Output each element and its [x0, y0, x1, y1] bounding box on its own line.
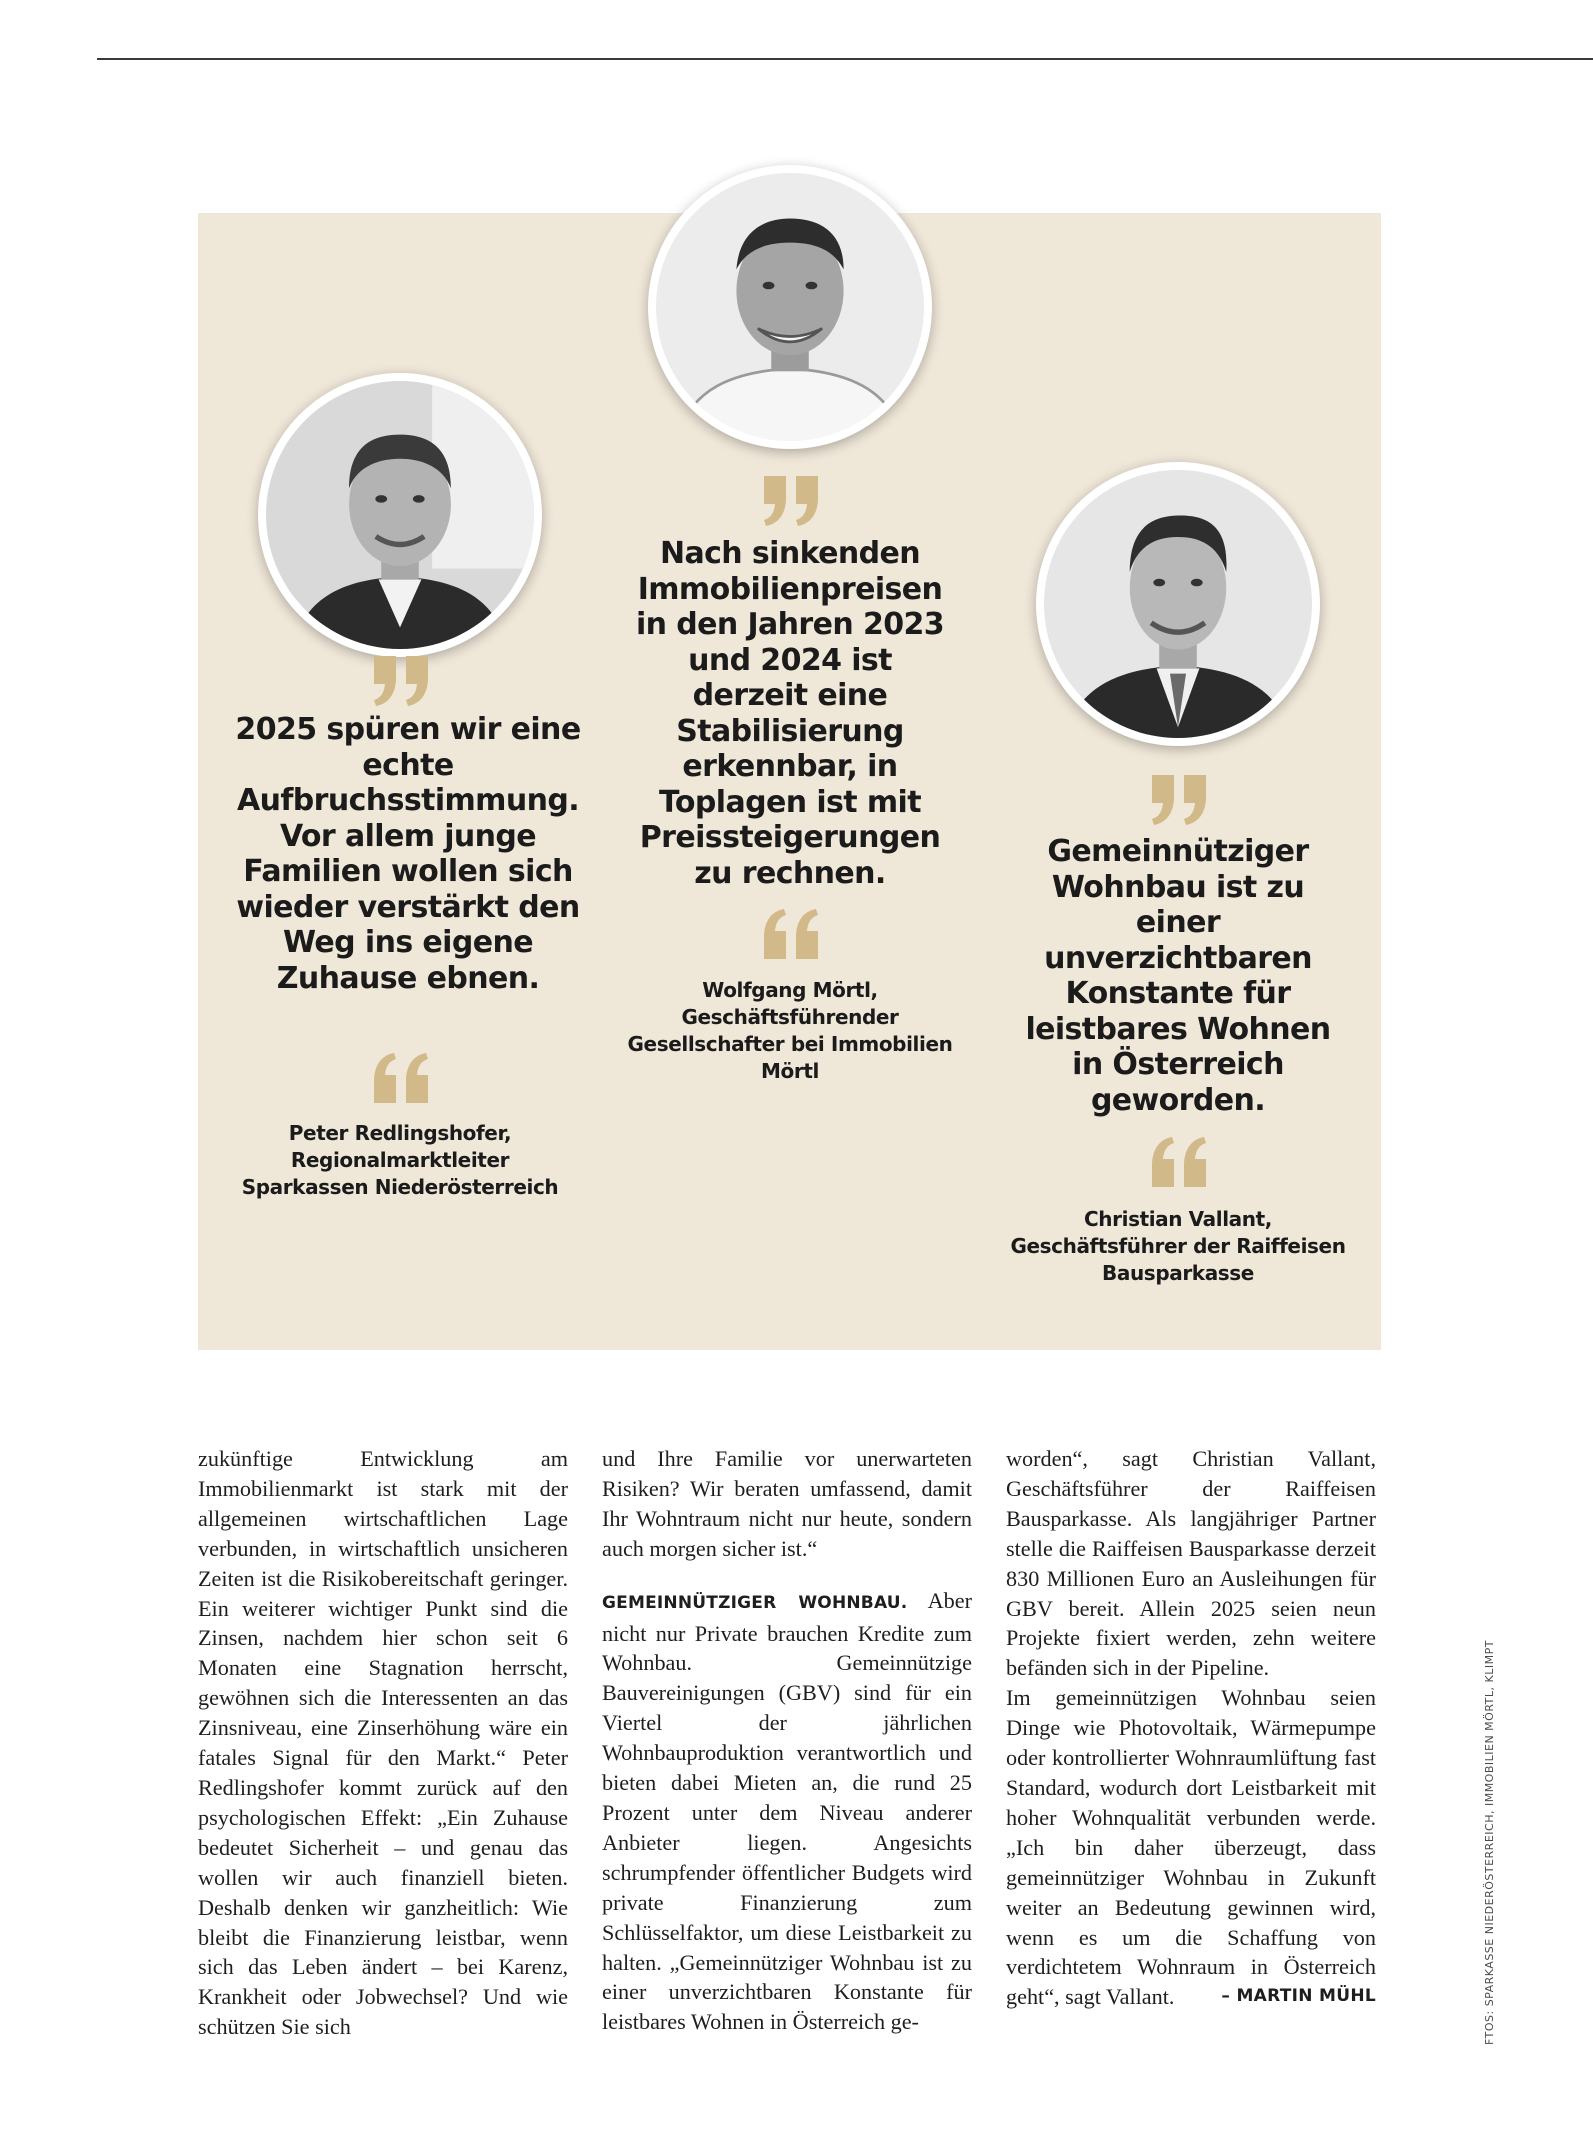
portrait-moertl	[648, 165, 932, 449]
article-paragraph: worden“, sagt Christian Vallant, Geschäftsführer der Raiffeisen Bausparkasse. Als langjähriger Partner stelle die Raiffeisen Bausparkasse derzeit 830 Millionen Euro an Ausleihungen für GBV bereit. Allein 2025 seien neun Projekte fixiert werden, zehn weitere befänden sich in der Pipeline.	[1006, 1446, 1376, 1681]
attribution-name: Peter Redlingshofer,	[288, 1121, 512, 1145]
attribution-role: Geschäftsführender	[681, 1005, 899, 1029]
portrait-redlingshofer-image	[266, 381, 534, 649]
quote-text-vallant: Gemeinnütziger Wohnbau ist zu einer unverzichtbaren Konstante für leistbares Wohnen in Österreich geworden.	[1025, 834, 1331, 1118]
author-byline: – MARTIN MÜHL	[1221, 1986, 1376, 2007]
attribution-role: Bausparkasse	[1102, 1261, 1254, 1285]
opening-quote-icon	[1118, 1135, 1238, 1191]
closing-quote-icon	[340, 652, 460, 708]
attribution-vallant	[1008, 1206, 1348, 1287]
attribution-role: Regionalmarktleiter	[290, 1148, 510, 1172]
article-paragraph: zukünftige Entwicklung am Immobilienmarkt ist stark mit der allgemeinen wirtschaftlichen Lage verbunden, in wirtschaftlich unsicheren Zeiten ist die Risikobereitschaft geringer. Ein weiterer wichtiger Punkt sind die Zinsen, nachdem hier schon seit 6 Monaten eine Stagnation herrscht, gewöhnen sich die Interessenten an das Zinsniveau, eine Zinserhöhung wäre ein fatales Signal für den Markt.“ Peter Redlingshofer kommt zurück auf den psychologischen Effekt: „Ein Zuhause bedeutet Sicherheit – und genau das wollen wir auch finanziell bieten. Deshalb denken wir ganzheitlich: Wie bleibt die Finanzierung leistbar, wenn sich das Leben ändert – bei Karenz, Krankheit oder Jobwechsel? Und wie schützen Sie sich	[198, 1446, 568, 2040]
photo-credit: FTOS: SPARKASSE NIEDERÖSTERREICH, IMMOBILIEN MÖRTL, KLIMPT	[1483, 1640, 1496, 2045]
attribution-moertl	[620, 977, 960, 1085]
article-text: Aber nicht nur Private brauchen Kredite zum Wohnbau. Gemeinnützige Bauvereinigungen (GBV) sind für ein Viertel der jährlichen Wohnbauproduktion verantwortlich und bieten dabei Mieten an, die rund 25 Prozent unter dem Niveau anderer Anbieter liegen. Angesichts schrumpfender öffentlicher Budgets wird private Finanzierung zum Schlüsselfaktor, um diese Leistbarkeit zu halten. „Gemeinnütziger Wohnbau ist zu einer unverzichtbaren Konstante für leistbares Wohnen in Österreich ge-	[602, 1587, 972, 2035]
attribution-name: Wolfgang Mörtl,	[702, 978, 878, 1002]
attribution-role: Sparkassen Niederösterreich	[241, 1175, 559, 1199]
article-column-1	[198, 1444, 568, 2042]
attribution-redlingshofer	[220, 1120, 580, 1201]
top-rule	[97, 58, 1593, 60]
quote-text-moertl: Nach sinkenden Immobilienpreisen in den Jahren 2023 und 2024 ist derzeit eine Stabilisierung erkennbar, in Toplagen ist mit Preissteigerungen zu rechnen.	[635, 536, 945, 891]
opening-quote-icon	[340, 1051, 460, 1107]
article-text: Im gemeinnützigen Wohnbau seien Dinge wie Photovoltaik, Wärmepumpe oder kontrollierter Wohnraumlüftung fast Standard, wodurch dort Leistbarkeit mit hoher Wohnqualität verbunden werde. „Ich bin daher überzeugt, dass gemeinnütziger Wohnbau in Zukunft weiter an Bedeutung gewinnen wird, wenn es um die Schaffung von verdichtetem Wohnraum in Österreich geht“, sagt Vallant.	[1006, 1685, 1376, 2010]
article-column-2	[602, 1444, 972, 2037]
attribution-role: Gesellschafter bei Immobilien Mörtl	[627, 1032, 953, 1083]
portrait-redlingshofer	[258, 373, 542, 657]
opening-quote-icon	[730, 907, 850, 963]
portrait-vallant-image	[1044, 470, 1312, 738]
article-column-3	[1006, 1444, 1376, 2012]
article-paragraph	[602, 1586, 972, 2038]
closing-quote-icon	[730, 472, 850, 528]
attribution-name: Christian Vallant,	[1084, 1207, 1272, 1231]
section-subhead: GEMEINNÜTZIGER WOHNBAU.	[602, 1592, 908, 1613]
article-paragraph: und Ihre Familie vor unerwarteten Risiken? Wir beraten umfassend, damit Ihr Wohntraum nicht nur heute, sondern auch morgen sicher ist.“	[602, 1446, 972, 1561]
article-paragraph	[1006, 1683, 1376, 2012]
attribution-role: Geschäftsführer der Raiffeisen	[1010, 1234, 1346, 1258]
portrait-moertl-image	[656, 173, 924, 441]
portrait-vallant	[1036, 462, 1320, 746]
quote-text-redlingshofer: 2025 spüren wir eine echte Aufbruchsstimmung. Vor allem junge Familien wollen sich wieder verstärkt den Weg ins eigene Zuhause ebnen.	[235, 712, 581, 996]
closing-quote-icon	[1118, 771, 1238, 827]
